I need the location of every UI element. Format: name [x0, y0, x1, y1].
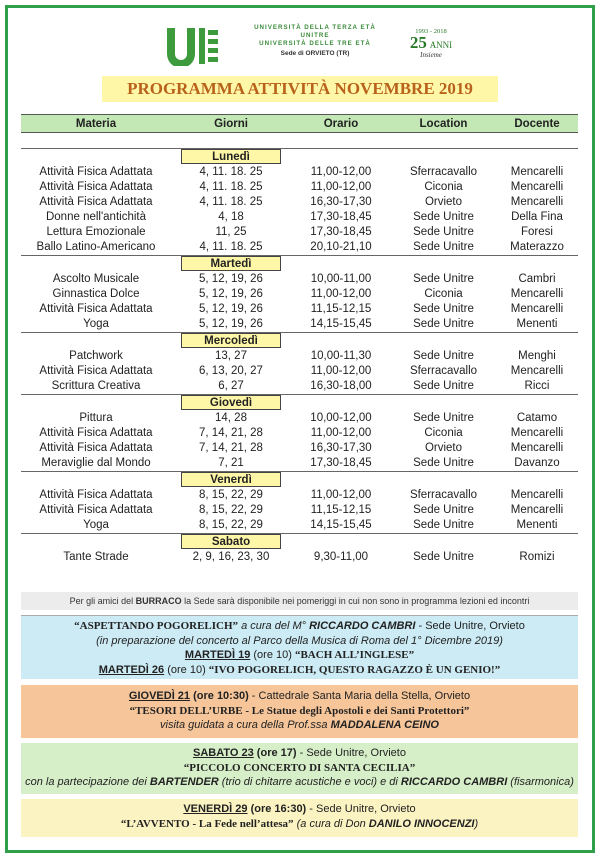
day-label: Mercoledì [181, 333, 281, 348]
cell-location: Sede Unitre [413, 519, 474, 531]
cell-docente: Mencarelli [510, 442, 564, 454]
event-santa-cecilia [21, 743, 578, 794]
cell-giorni: 4, 18 [218, 211, 244, 223]
day-header-empty [21, 472, 171, 489]
col-header-docente: Docente [496, 115, 578, 133]
cell-materia: Attività Fisica Adattata [39, 166, 153, 178]
cell-orario: 17,30-18,45 [310, 457, 372, 469]
event1-note: (in preparazione del concerto al Parco della Musica di Roma del 1° Dicembre 2019) [96, 634, 503, 647]
day-label: Martedì [181, 256, 281, 271]
event3-group-desc: (trio di chitarre acustiche e voci) e di [218, 776, 401, 788]
day-header-row [21, 333, 578, 350]
cell-materia: Attività Fisica Adattata [39, 196, 153, 208]
cell-giorni: 11, 25 [215, 226, 247, 238]
cell-giorni: 8, 15, 22, 29 [199, 519, 263, 531]
table-row [21, 349, 578, 364]
cell-giorni: 7, 21 [218, 457, 244, 469]
cell-materia: Attività Fisica Adattata [39, 365, 153, 377]
cell-orario: 10,00-11,30 [310, 350, 372, 362]
unitre-logo [165, 26, 220, 66]
cell-location: Ciconia [424, 288, 463, 300]
day-header-rest [291, 472, 578, 489]
anniv-insieme: Insieme [420, 51, 442, 59]
event4-place: - Sede Unitre, Orvieto [306, 803, 416, 815]
cell-orario: 11,15-12,15 [310, 303, 372, 315]
cell-materia: Attività Fisica Adattata [39, 504, 153, 516]
cell-giorni: 8, 15, 22, 29 [199, 504, 263, 516]
burraco-bold: BURRACO [135, 596, 182, 606]
sede-label: Sede di ORVIETO (TR) [280, 50, 350, 57]
day-header-row [21, 395, 578, 412]
cell-orario: 11,15-12,15 [310, 504, 372, 516]
cell-docente: Mencarelli [510, 303, 564, 315]
cell-giorni: 4, 11. 18. 25 [199, 241, 263, 253]
header [165, 22, 495, 74]
cell-location: Sede Unitre [413, 380, 474, 392]
cell-orario: 17,30-18,45 [310, 226, 372, 238]
cell-docente: Della Fina [511, 211, 563, 223]
cell-giorni: 5, 12, 19, 26 [199, 318, 263, 330]
table-row [21, 379, 578, 395]
day-header-row [21, 256, 578, 273]
event2-time: (ore 10:30) [190, 690, 249, 702]
cell-location: Orvieto [424, 196, 463, 208]
cell-materia: Attività Fisica Adattata [39, 181, 153, 193]
cell-orario: 16,30-18,00 [310, 380, 372, 392]
cell-orario: 10,00-11,00 [310, 273, 372, 285]
event1-place: - Sede Unitre, Orvieto [415, 620, 525, 632]
table-row [21, 287, 578, 302]
cell-location: Sferracavallo [409, 489, 478, 501]
cell-giorni: 4, 11. 18. 25 [199, 166, 263, 178]
cell-location: Sede Unitre [413, 457, 474, 469]
cell-giorni: 13, 27 [215, 350, 247, 362]
cell-location: Sferracavallo [409, 365, 478, 377]
cell-docente: Menenti [516, 318, 558, 330]
day-header-row [21, 534, 578, 551]
day-header-rest [291, 534, 578, 551]
cell-materia: Pittura [79, 412, 113, 424]
day-header-cell [171, 395, 291, 412]
day-header-rest [291, 149, 578, 166]
cell-docente: Mencarelli [510, 196, 564, 208]
cell-location: Sede Unitre [413, 504, 474, 516]
uni-line-1: UNIVERSITÀ DELLA TERZA ETÀ [254, 24, 376, 31]
anniversary-badge [401, 28, 461, 59]
burraco-post: la Sede sarà disponibile nei pomeriggi in cui non sono in programma lezioni ed incontri [181, 596, 530, 606]
event2-date: GIOVEDÌ 21 [128, 690, 191, 702]
spacer-row [21, 133, 578, 149]
burraco-pre: Per gli amici del [69, 596, 136, 606]
table-row [21, 550, 578, 565]
schedule-body [21, 133, 578, 566]
cell-materia: Patchwork [69, 350, 123, 362]
cell-materia: Attività Fisica Adattata [39, 303, 153, 315]
event2-guide: visita guidata a cura della Prof.ssa [160, 719, 331, 731]
anniv-years: 1993 - 2018 [415, 28, 447, 35]
day-header-cell [171, 149, 291, 166]
cell-giorni: 4, 11. 18. 25 [199, 196, 263, 208]
table-row [21, 165, 578, 180]
table-row [21, 503, 578, 518]
day-header-empty [21, 256, 171, 273]
table-row [21, 210, 578, 225]
cell-orario: 11,00-12,00 [310, 489, 372, 501]
table-header-row [21, 115, 578, 133]
event4-time: (ore 16:30) [247, 803, 307, 815]
cell-materia: Ballo Latino-Americano [36, 241, 156, 253]
event4-title: “L’AVVENTO - La Fede nell’attesa” [120, 817, 294, 830]
cell-orario: 11,00-12,00 [310, 288, 372, 300]
day-header-row [21, 472, 578, 489]
event2-title: “TESORI DELL’URBE - Le Statue degli Apostoli e dei Santi Protettori” [129, 704, 470, 717]
cell-docente: Romizi [519, 551, 555, 563]
burraco-note [21, 592, 578, 610]
cell-orario: 9,30-11,00 [313, 551, 369, 563]
cell-docente: Mencarelli [510, 365, 564, 377]
cell-giorni: 5, 12, 19, 26 [199, 303, 263, 315]
cell-materia: Attività Fisica Adattata [39, 489, 153, 501]
event2-guide-name: MADDALENA CEINO [330, 719, 439, 731]
cell-orario: 10,00-12,00 [310, 412, 372, 424]
day-header-cell [171, 333, 291, 350]
event4-by: (a cura di Don [293, 817, 369, 830]
table-row [21, 411, 578, 426]
cell-location: Sferracavallo [409, 166, 478, 178]
cell-location: Sede Unitre [413, 226, 474, 238]
cell-location: Sede Unitre [413, 273, 474, 285]
cell-giorni: 6, 27 [218, 380, 244, 392]
day-header-rest [291, 256, 578, 273]
uni-line-2: UNITRE [300, 32, 330, 39]
cell-docente: Foresi [521, 226, 553, 238]
cell-giorni: 7, 14, 21, 28 [199, 427, 263, 439]
cell-docente: Cambri [518, 273, 556, 285]
cell-materia: Meraviglie dal Mondo [41, 457, 151, 469]
col-header-location: Location [391, 115, 496, 133]
cell-location: Sede Unitre [413, 211, 474, 223]
cell-docente: Materazzo [510, 241, 564, 253]
event4-close: ) [474, 817, 479, 830]
cell-docente: Catamo [516, 412, 558, 424]
event3-place: - Sede Unitre, Orvieto [296, 747, 406, 759]
event3-with: con la partecipazione dei [25, 776, 150, 788]
event3-time: (ore 17) [253, 747, 297, 759]
cell-docente: Menghi [518, 350, 556, 362]
anniv-anni: ANNI [429, 40, 453, 50]
col-header-orario: Orario [291, 115, 391, 133]
cell-location: Sede Unitre [413, 551, 474, 563]
day-label: Lunedì [181, 149, 281, 164]
cell-orario: 16,30-17,30 [310, 196, 372, 208]
day-header-empty [21, 395, 171, 412]
event1-time1: (ore 10) [250, 649, 295, 661]
cell-materia: Ascolto Musicale [52, 273, 140, 285]
day-header-rest [291, 333, 578, 350]
table-row [21, 456, 578, 472]
table-row [21, 225, 578, 240]
col-header-giorni: Giorni [171, 115, 291, 133]
cell-giorni: 5, 12, 19, 26 [199, 288, 263, 300]
cell-orario: 11,00-12,00 [310, 181, 372, 193]
anniv-number: 25 [409, 33, 427, 52]
cell-docente: Davanzo [514, 457, 560, 469]
cell-orario: 17,30-18,45 [310, 211, 372, 223]
event1-by: a cura del M° [238, 620, 310, 632]
cell-docente: Ricci [524, 380, 550, 392]
event1-date1: MARTEDÌ 19 [184, 649, 251, 661]
event4-person: DANILO INNOCENZI [368, 817, 475, 830]
table-row [21, 426, 578, 441]
cell-giorni: 6, 13, 20, 27 [199, 365, 263, 377]
cell-materia: Donne nell'antichità [45, 211, 146, 223]
cell-docente: Mencarelli [510, 288, 564, 300]
table-row [21, 272, 578, 287]
table-row [21, 180, 578, 195]
table-row [21, 488, 578, 503]
event4-date: VENERDÌ 29 [183, 803, 248, 815]
cell-orario: 11,00-12,00 [310, 166, 372, 178]
cell-orario: 11,00-12,00 [310, 427, 372, 439]
event3-date: SABATO 23 [193, 747, 254, 759]
cell-materia: Tante Strade [63, 551, 129, 563]
table-row [21, 518, 578, 534]
schedule-table [21, 114, 578, 565]
cell-docente: Mencarelli [510, 166, 564, 178]
day-header-empty [21, 149, 171, 166]
cell-orario: 11,00-12,00 [310, 365, 372, 377]
day-header-cell [171, 534, 291, 551]
event3-title: “PICCOLO CONCERTO DI SANTA CECILIA” [183, 761, 416, 774]
day-header-row [21, 149, 578, 166]
table-row [21, 317, 578, 333]
cell-location: Sede Unitre [413, 303, 474, 315]
cell-orario: 14,15-15,45 [310, 318, 372, 330]
event1-time2: (ore 10) [164, 663, 209, 676]
event-pogorelich [21, 615, 578, 679]
table-row [21, 240, 578, 256]
cell-giorni: 2, 9, 16, 23, 30 [192, 551, 270, 563]
event3-person: RICCARDO CAMBRI [400, 776, 508, 788]
day-header-cell [171, 256, 291, 273]
cell-location: Sede Unitre [413, 350, 474, 362]
event2-place: - Cattedrale Santa Maria della Stella, Orvieto [248, 690, 471, 702]
col-header-materia: Materia [21, 115, 171, 133]
event-avvento [21, 799, 578, 837]
event-tesori [21, 685, 578, 738]
cell-location: Sede Unitre [413, 412, 474, 424]
day-header-empty [21, 534, 171, 551]
cell-giorni: 14, 28 [215, 412, 247, 424]
day-header-rest [291, 395, 578, 412]
cell-orario: 20,10-21,10 [310, 241, 372, 253]
day-label: Giovedì [181, 395, 281, 410]
table-row [21, 364, 578, 379]
university-name [235, 24, 395, 58]
table-row [21, 441, 578, 456]
cell-orario: 14,15-15,45 [310, 519, 372, 531]
day-label: Sabato [181, 534, 281, 549]
cell-docente: Mencarelli [510, 489, 564, 501]
event3-instrument: (fisarmonica) [507, 776, 574, 788]
cell-docente: Mencarelli [510, 427, 564, 439]
cell-orario: 16,30-17,30 [310, 442, 372, 454]
event1-person: RICCARDO CAMBRI [309, 620, 416, 632]
cell-materia: Attività Fisica Adattata [39, 442, 153, 454]
cell-materia: Attività Fisica Adattata [39, 427, 153, 439]
cell-docente: Menenti [516, 519, 558, 531]
event1-session1: “BACH ALL’INGLESE” [294, 649, 415, 661]
cell-materia: Lettura Emozionale [46, 226, 146, 238]
event3-group: BARTENDER [149, 776, 219, 788]
cell-location: Sede Unitre [413, 318, 474, 330]
cell-docente: Mencarelli [510, 181, 564, 193]
day-header-cell [171, 472, 291, 489]
event1-date2: MARTEDÌ 26 [98, 663, 165, 676]
cell-location: Orvieto [424, 442, 463, 454]
cell-giorni: 8, 15, 22, 29 [199, 489, 263, 501]
day-header-empty [21, 333, 171, 350]
event1-title: “ASPETTANDO POGORELICH” [74, 620, 239, 632]
page-title: PROGRAMMA ATTIVITÀ NOVEMBRE 2019 [102, 76, 498, 102]
cell-location: Sede Unitre [413, 241, 474, 253]
cell-giorni: 5, 12, 19, 26 [199, 273, 263, 285]
cell-location: Ciconia [424, 181, 463, 193]
cell-docente: Mencarelli [510, 504, 564, 516]
table-row [21, 302, 578, 317]
cell-giorni: 7, 14, 21, 28 [199, 442, 263, 454]
uni-line-3: UNIVERSITÀ DELLE TRE ETÀ [259, 40, 371, 47]
cell-location: Ciconia [424, 427, 463, 439]
cell-materia: Yoga [83, 519, 109, 531]
spacer-cell [21, 133, 578, 149]
cell-materia: Scrittura Creativa [51, 380, 141, 392]
cell-materia: Ginnastica Dolce [52, 288, 140, 300]
cell-materia: Yoga [83, 318, 109, 330]
table-row [21, 195, 578, 210]
event1-session2: “IVO POGORELICH, QUESTO RAGAZZO È UN GENIO!” [208, 663, 501, 676]
cell-giorni: 4, 11. 18. 25 [199, 181, 263, 193]
day-label: Venerdì [181, 472, 281, 487]
